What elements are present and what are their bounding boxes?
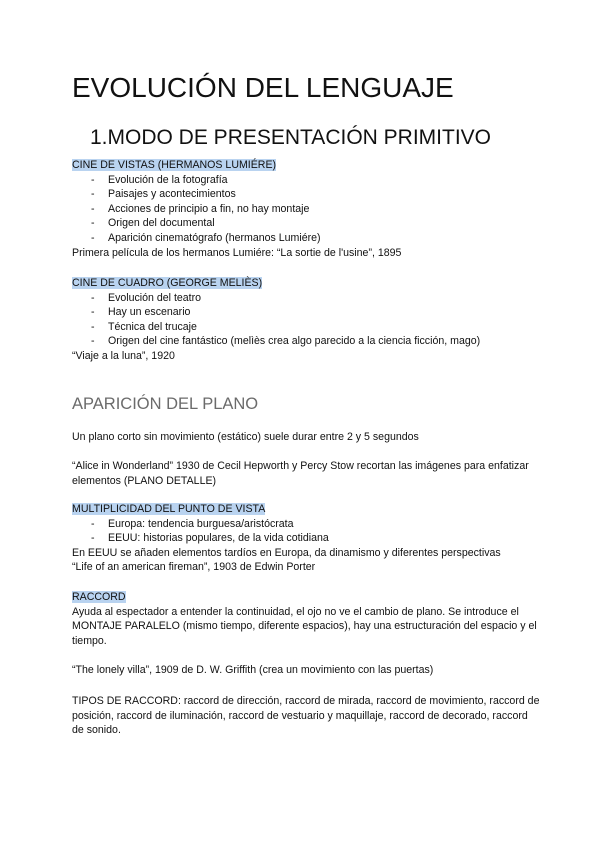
multiplicidad-note-1: En EEUU se añaden elementos tardíos en Europa, da dinamismo y diferentes perspectivas [72,546,501,559]
section-heading-modo-presentacion: 1.MODO DE PRESENTACIÓN PRIMITIVO [90,126,491,149]
cine-cuadro-block [72,276,542,364]
list-item: - Paisajes y acontecimientos [72,187,542,202]
cine-vistas-note: Primera película de los hermanos Lumiére: “La sortie de l'usine”, 1895 [72,246,402,259]
multiplicidad-block [72,502,542,575]
list-item: - Origen del cine fantástico (melìès crea algo parecido a la ciencia ficción, mago) [72,334,542,349]
cine-vistas-list [72,173,542,246]
plano-para-2 [72,459,542,488]
raccord-para-2-block [72,663,542,678]
multiplicidad-list [72,517,542,546]
multiplicidad-label: MULTIPLICIDAD DEL PUNTO DE VISTA [72,503,266,515]
raccord-para-3: TIPOS DE RACCORD: raccord de dirección, raccord de mirada, raccord de movimiento, raccord de posición, raccord de iluminación, raccord de vestuario y maquillaje, raccord de decorado, raccord de sonido. [72,695,540,737]
paragraph: Un plano corto sin movimiento (estático) suele durar entre 2 y 5 segundos [72,431,419,443]
paragraph: “Alice in Wonderland” 1930 de Cecil Hepworth y Percy Stow recortan las imágenes para enfatizar elementos (PLANO DETALLE) [72,460,529,487]
list-item: - Acciones de principio a fin, no hay montaje [72,202,542,217]
list-item: - Origen del documental [72,216,542,231]
multiplicidad-note-2: “Life of an american fireman”, 1903 de Edwin Porter [72,561,316,574]
plano-para-1 [72,430,542,445]
raccord-para-1: Ayuda al espectador a entender la continuidad, el ojo no ve el cambio de plano. Se introduce el MONTAJE PARALELO (mismo tiempo, diferente espacios), hay una estructuración del espacio y el tiempo. [72,605,537,647]
raccord-para-3-block [72,694,542,738]
raccord-block [72,590,542,648]
list-item: - EEUU: historias populares, de la vida cotidiana [72,531,542,546]
document-title: EVOLUCIÓN DEL LENGUAJE [72,72,454,103]
section-heading-aparicion-plano: APARICIÓN DEL PLANO [72,395,259,413]
list-item: - Aparición cinematógrafo (hermanos Lumiére) [72,231,542,246]
list-item: - Europa: tendencia burguesa/aristócrata [72,517,542,532]
raccord-label: RACCORD [72,591,126,603]
cine-vistas-block [72,158,542,260]
list-item: - Evolución de la fotografía [72,173,542,188]
list-item: - Evolución del teatro [72,291,542,306]
cine-vistas-label: CINE DE VISTAS (HERMANOS LUMIÉRE) [72,159,277,171]
cine-cuadro-list [72,291,542,349]
list-item: - Técnica del trucaje [72,320,542,335]
list-item: - Hay un escenario [72,305,542,320]
cine-cuadro-note: “Viaje a la luna”, 1920 [72,349,175,362]
raccord-para-2: “The lonely villa”, 1909 de D. W. Griffith (crea un movimiento con las puertas) [72,664,434,676]
cine-cuadro-label: CINE DE CUADRO (GEORGE MELIÈS) [72,277,263,289]
